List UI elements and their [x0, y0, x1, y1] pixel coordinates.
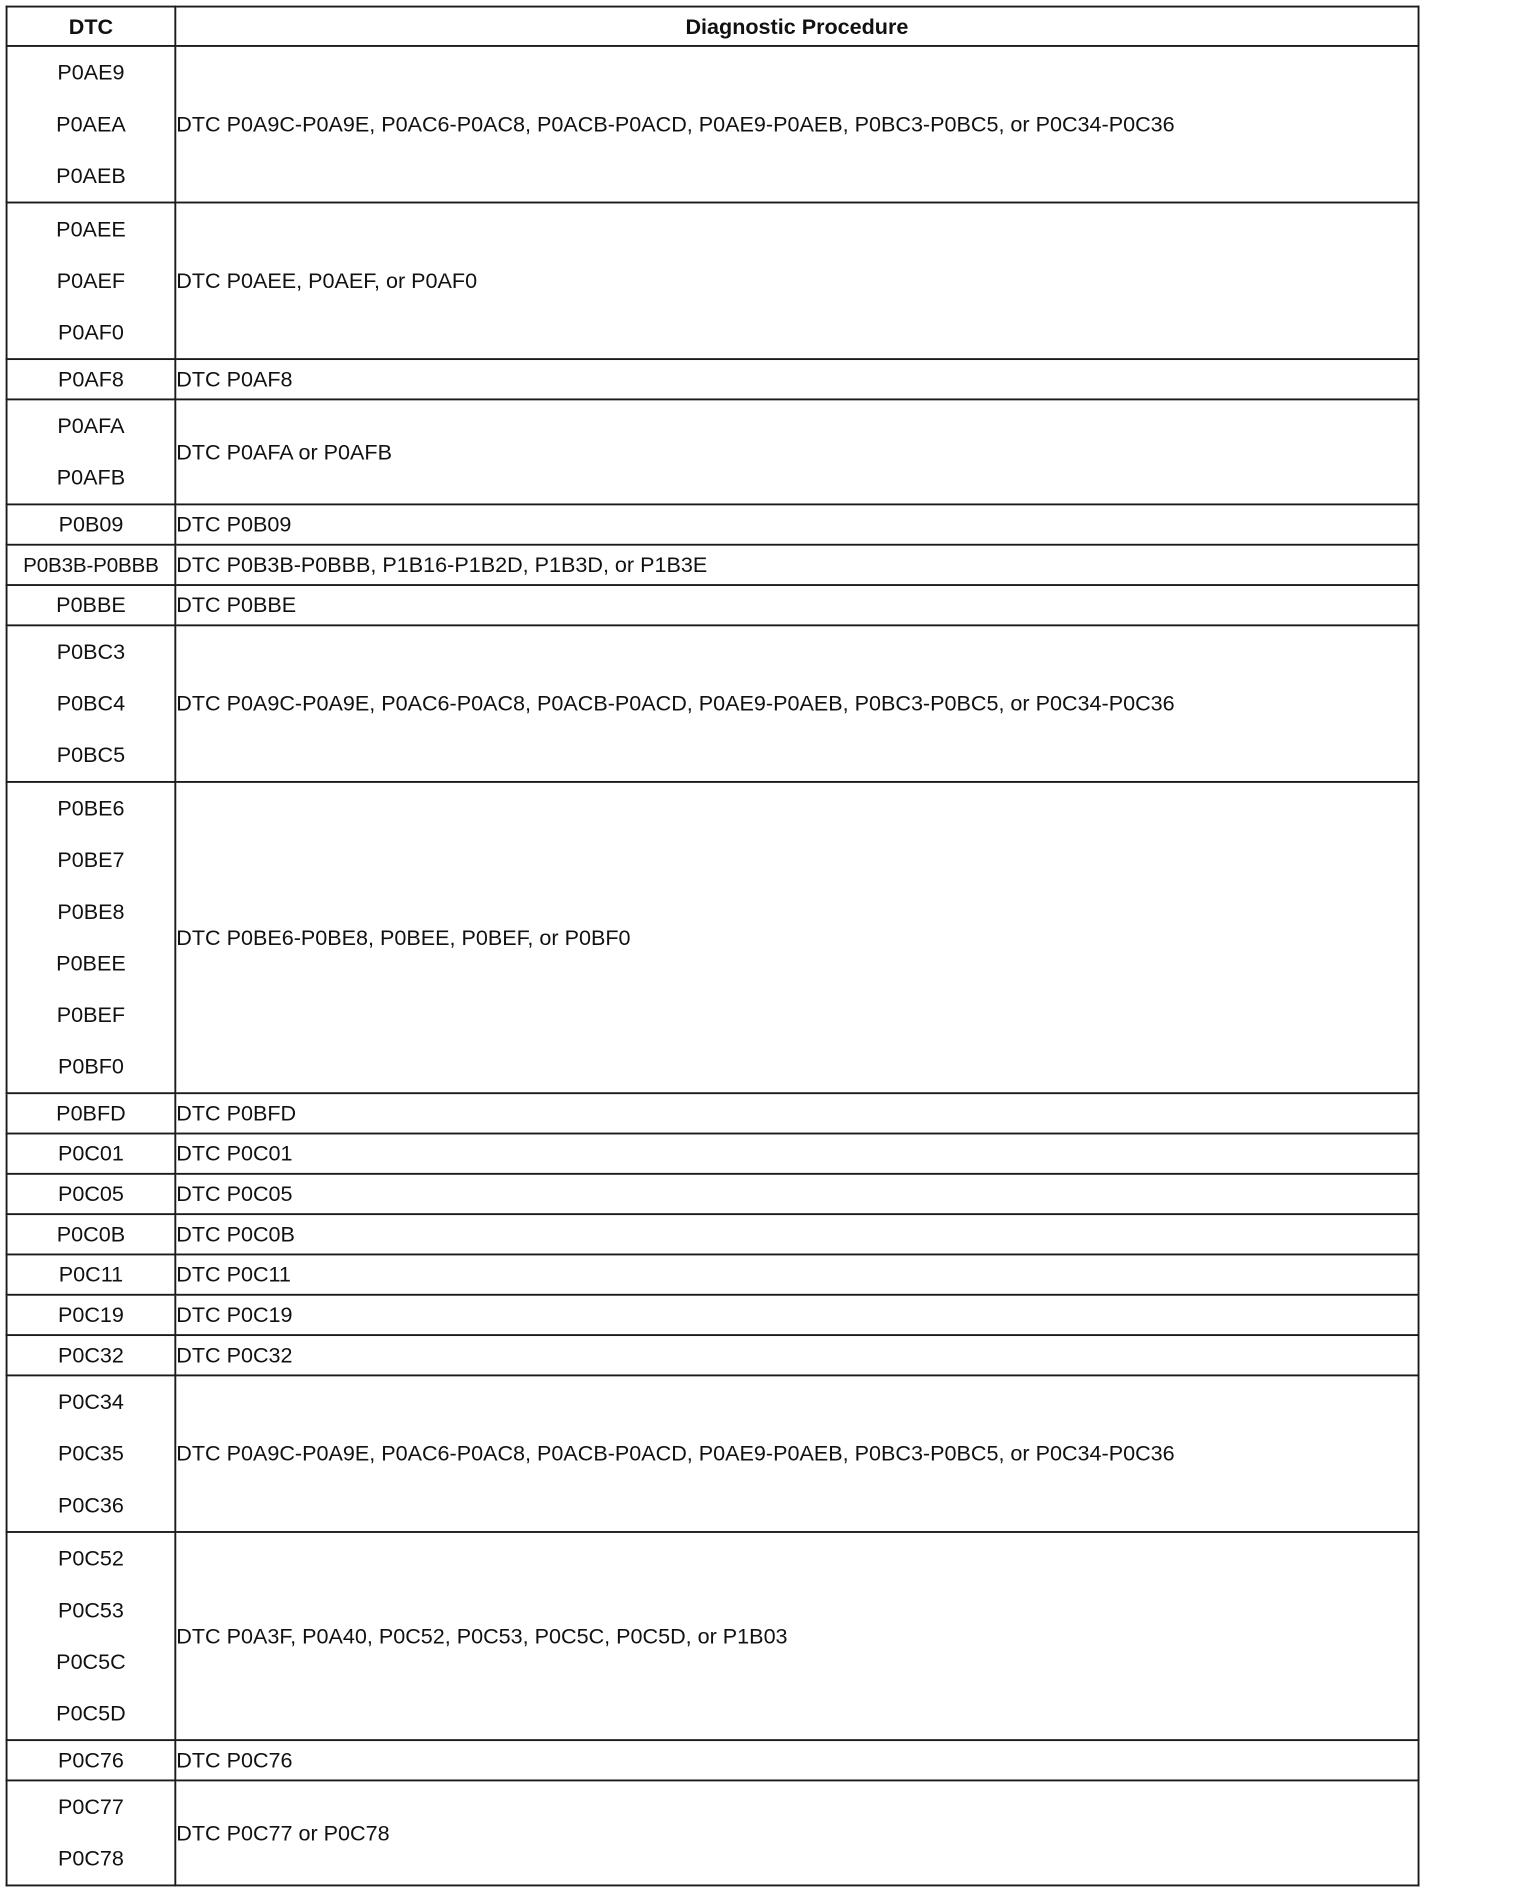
- dtc-code: P0AEA: [56, 111, 126, 136]
- table-row: [7, 585, 1419, 625]
- dtc-code-cell: [7, 1780, 176, 1885]
- diagnostic-procedure-link[interactable]: DTC P0A9C-P0A9E, P0AC6-P0AC8, P0ACB-P0ACD, P0AE9-P0AEB, P0BC3-P0BC5, or P0C34-P0C36: [175, 625, 1418, 782]
- dtc-code: P0AFB: [56, 465, 126, 490]
- diagnostic-procedure-link[interactable]: DTC P0A9C-P0A9E, P0AC6-P0AC8, P0ACB-P0ACD, P0AE9-P0AEB, P0BC3-P0BC5, or P0C34-P0C36: [175, 46, 1418, 203]
- dtc-code-cell: [7, 1174, 176, 1214]
- table-row: [7, 1093, 1419, 1133]
- diagnostic-procedure-link[interactable]: DTC P0BBE: [175, 585, 1418, 625]
- dtc-code-cell: [7, 782, 176, 1093]
- table-row: [7, 782, 1419, 1093]
- table-row: [7, 1134, 1419, 1174]
- dtc-code: P0C5D: [56, 1700, 126, 1726]
- dtc-code: P0BC3: [56, 639, 126, 664]
- dtc-code: P0BFD: [56, 1100, 126, 1126]
- table-row: [7, 1740, 1419, 1780]
- dtc-code-cell: [7, 545, 176, 585]
- dtc-code-cell: [7, 203, 176, 360]
- dtc-code: P0C36: [57, 1492, 124, 1517]
- diagnostic-procedure-link[interactable]: DTC P0C19: [175, 1295, 1418, 1335]
- dtc-code: P0BF0: [57, 1053, 124, 1079]
- table-row: [7, 203, 1419, 360]
- dtc-code: P0C0B: [56, 1221, 126, 1247]
- table-row: [7, 1214, 1419, 1254]
- diagnostic-procedure-link[interactable]: DTC P0C76: [175, 1740, 1418, 1780]
- dtc-code: P0C11: [58, 1261, 124, 1287]
- dtc-code-cell: [7, 359, 176, 399]
- dtc-column-header: DTC: [7, 7, 176, 46]
- dtc-code: P0BEE: [56, 950, 126, 976]
- table-row: [7, 545, 1419, 585]
- diagnostic-procedure-link[interactable]: DTC P0C05: [175, 1174, 1418, 1214]
- table-row: [7, 46, 1419, 203]
- dtc-code: P0AF8: [57, 366, 124, 391]
- dtc-code: P0C76: [57, 1747, 124, 1772]
- dtc-code: P0BC4: [56, 690, 126, 716]
- dtc-code-cell: [7, 1093, 176, 1133]
- dtc-code: P0AEF: [56, 268, 126, 293]
- dtc-code-cell: [7, 1295, 176, 1335]
- diagnostic-procedure-link[interactable]: DTC P0B09: [175, 504, 1418, 544]
- dtc-code-cell: [7, 1254, 176, 1294]
- diagnostic-procedure-link[interactable]: DTC P0AEE, P0AEF, or P0AF0: [175, 203, 1418, 360]
- diagnostic-procedure-link[interactable]: DTC P0AF8: [175, 359, 1418, 399]
- dtc-code-cell: [7, 1532, 176, 1740]
- dtc-code: P0BE7: [57, 847, 125, 872]
- table-row: [7, 399, 1419, 504]
- dtc-code-cell: [7, 1214, 176, 1254]
- diagnostic-procedure-link[interactable]: DTC P0B3B-P0BBB, P1B16-P1B2D, P1B3D, or P1B3E: [175, 545, 1418, 585]
- dtc-code-cell: [7, 1740, 176, 1780]
- dtc-code: P0B09: [58, 511, 124, 537]
- dtc-code: P0C52: [57, 1546, 124, 1571]
- dtc-code-cell: [7, 46, 176, 203]
- table-row: [7, 1375, 1419, 1532]
- dtc-procedure-table: [6, 6, 1420, 1887]
- dtc-code-cell: [7, 399, 176, 504]
- dtc-code: P0BE6: [57, 795, 125, 821]
- dtc-code: P0BC5: [56, 742, 126, 767]
- dtc-code: P0C35: [57, 1441, 124, 1466]
- dtc-code: P0C34: [57, 1389, 124, 1414]
- table-row: [7, 1254, 1419, 1294]
- table-row: [7, 625, 1419, 782]
- dtc-code: P0AF0: [57, 319, 124, 345]
- dtc-code: P0C53: [57, 1597, 124, 1622]
- dtc-code: P0AFA: [57, 413, 125, 438]
- table-row: [7, 1295, 1419, 1335]
- diagnostic-procedure-link[interactable]: DTC P0AFA or P0AFB: [175, 399, 1418, 504]
- dtc-code: P0C32: [57, 1342, 124, 1367]
- dtc-code: P0AEE: [56, 216, 126, 241]
- dtc-code: P0B3B-P0BBB: [23, 553, 159, 577]
- dtc-code-cell: [7, 585, 176, 625]
- diagnostic-procedure-link[interactable]: DTC P0BFD: [175, 1093, 1418, 1133]
- dtc-code: P0C19: [57, 1302, 124, 1327]
- header-row: [7, 7, 1419, 46]
- dtc-code: P0AE9: [57, 60, 125, 85]
- dtc-code: P0BBE: [56, 592, 126, 617]
- diagnostic-procedure-link[interactable]: DTC P0C77 or P0C78: [175, 1780, 1418, 1885]
- dtc-code: P0C05: [57, 1181, 124, 1206]
- table-body: [7, 46, 1419, 1885]
- dtc-code-cell: [7, 504, 176, 544]
- dtc-code: P0BEF: [56, 1002, 126, 1027]
- dtc-code-cell: [7, 1375, 176, 1532]
- table-row: [7, 1780, 1419, 1885]
- dtc-code: P0C77: [57, 1794, 124, 1819]
- dtc-code: P0C5C: [56, 1649, 126, 1674]
- dtc-code: P0C78: [57, 1846, 124, 1871]
- dtc-code-cell: [7, 1134, 176, 1174]
- dtc-code: P0BE8: [57, 899, 125, 924]
- procedure-column-header: Diagnostic Procedure: [175, 7, 1418, 46]
- dtc-code-cell: [7, 1335, 176, 1375]
- table-row: [7, 1532, 1419, 1740]
- diagnostic-procedure-link[interactable]: DTC P0C32: [175, 1335, 1418, 1375]
- diagnostic-procedure-link[interactable]: DTC P0C01: [175, 1134, 1418, 1174]
- table-row: [7, 504, 1419, 544]
- table-row: [7, 359, 1419, 399]
- diagnostic-procedure-link[interactable]: DTC P0A3F, P0A40, P0C52, P0C53, P0C5C, P0C5D, or P1B03: [175, 1532, 1418, 1740]
- diagnostic-procedure-link[interactable]: DTC P0A9C-P0A9E, P0AC6-P0AC8, P0ACB-P0ACD, P0AE9-P0AEB, P0BC3-P0BC5, or P0C34-P0C36: [175, 1375, 1418, 1532]
- dtc-code-cell: [7, 625, 176, 782]
- diagnostic-procedure-link[interactable]: DTC P0C11: [175, 1254, 1418, 1294]
- table-row: [7, 1335, 1419, 1375]
- diagnostic-procedure-link[interactable]: DTC P0BE6-P0BE8, P0BEE, P0BEF, or P0BF0: [175, 782, 1418, 1093]
- dtc-code: P0AEB: [56, 163, 126, 188]
- diagnostic-procedure-link[interactable]: DTC P0C0B: [175, 1214, 1418, 1254]
- dtc-code: P0C01: [57, 1141, 124, 1166]
- table-row: [7, 1174, 1419, 1214]
